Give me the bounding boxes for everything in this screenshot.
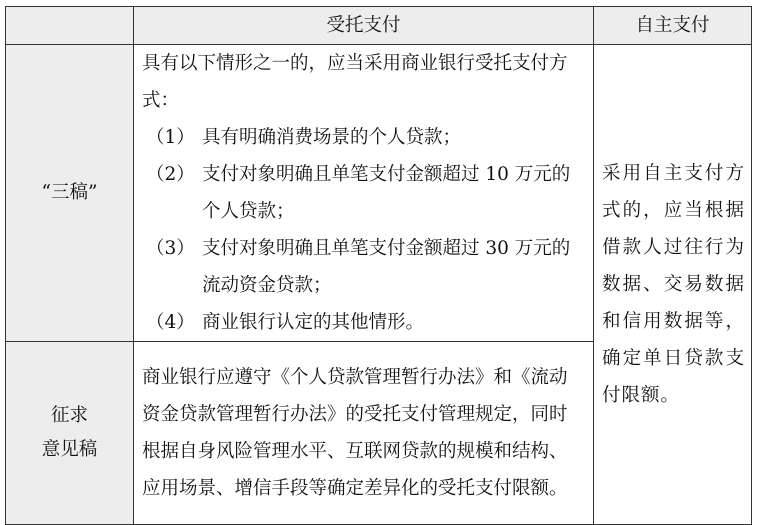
table-row-draft: [6, 45, 752, 342]
draft-entrusted-cell: [134, 45, 594, 342]
item-number: （2）: [146, 164, 195, 185]
item-text: 商业银行认定的其他情形。: [202, 312, 425, 333]
consult-text: 商业银行应遵守《个人贷款管理暂行办法》和《流动资金贷款管理暂行办法》的受托支付管理规定，同时根据自身风险管理水平、互联网贷款的规模和结构、应用场景、增信手段等确定差异化的受托支付限额。: [142, 367, 568, 499]
item-number: （4）: [146, 312, 195, 333]
list-item: [142, 304, 585, 341]
row-label-draft-cell: [6, 45, 134, 342]
list-item: [142, 230, 585, 304]
table-header-row: [6, 7, 752, 45]
header-self-payment: [594, 7, 752, 45]
header-entrusted-label: 受托支付: [326, 15, 401, 36]
item-number: （1）: [146, 127, 195, 148]
list-item: [142, 156, 585, 230]
draft-intro: 具有以下情形之一的，应当采用商业银行受托支付方式：: [142, 53, 568, 111]
row-label-consult-cell: [6, 342, 134, 525]
self-payment-cell: [594, 45, 752, 525]
list-item: [142, 119, 585, 156]
item-text: 支付对象明确且单笔支付金额超过 10 万元的个人贷款；: [202, 164, 571, 222]
row-label-draft: “三稿”: [41, 182, 98, 203]
item-text: 支付对象明确且单笔支付金额超过 30 万元的流动资金贷款；: [202, 238, 571, 296]
consult-entrusted-cell: [134, 342, 594, 525]
row-label-consult-line2: 意见稿: [41, 439, 98, 460]
header-self-label: 自主支付: [635, 15, 710, 36]
header-corner-cell: [6, 7, 134, 45]
header-entrusted-payment: [134, 7, 594, 45]
item-number: （3）: [146, 238, 195, 259]
comparison-table: [5, 6, 752, 525]
row-label-consult-line1: 征求: [50, 405, 88, 426]
self-payment-text: 采用自主支付方式的，应当根据借款人过往行为数据、交易数据和信用数据等，确定单日贷款支付限额。: [602, 163, 745, 406]
item-text: 具有明确消费场景的个人贷款；: [202, 127, 462, 148]
